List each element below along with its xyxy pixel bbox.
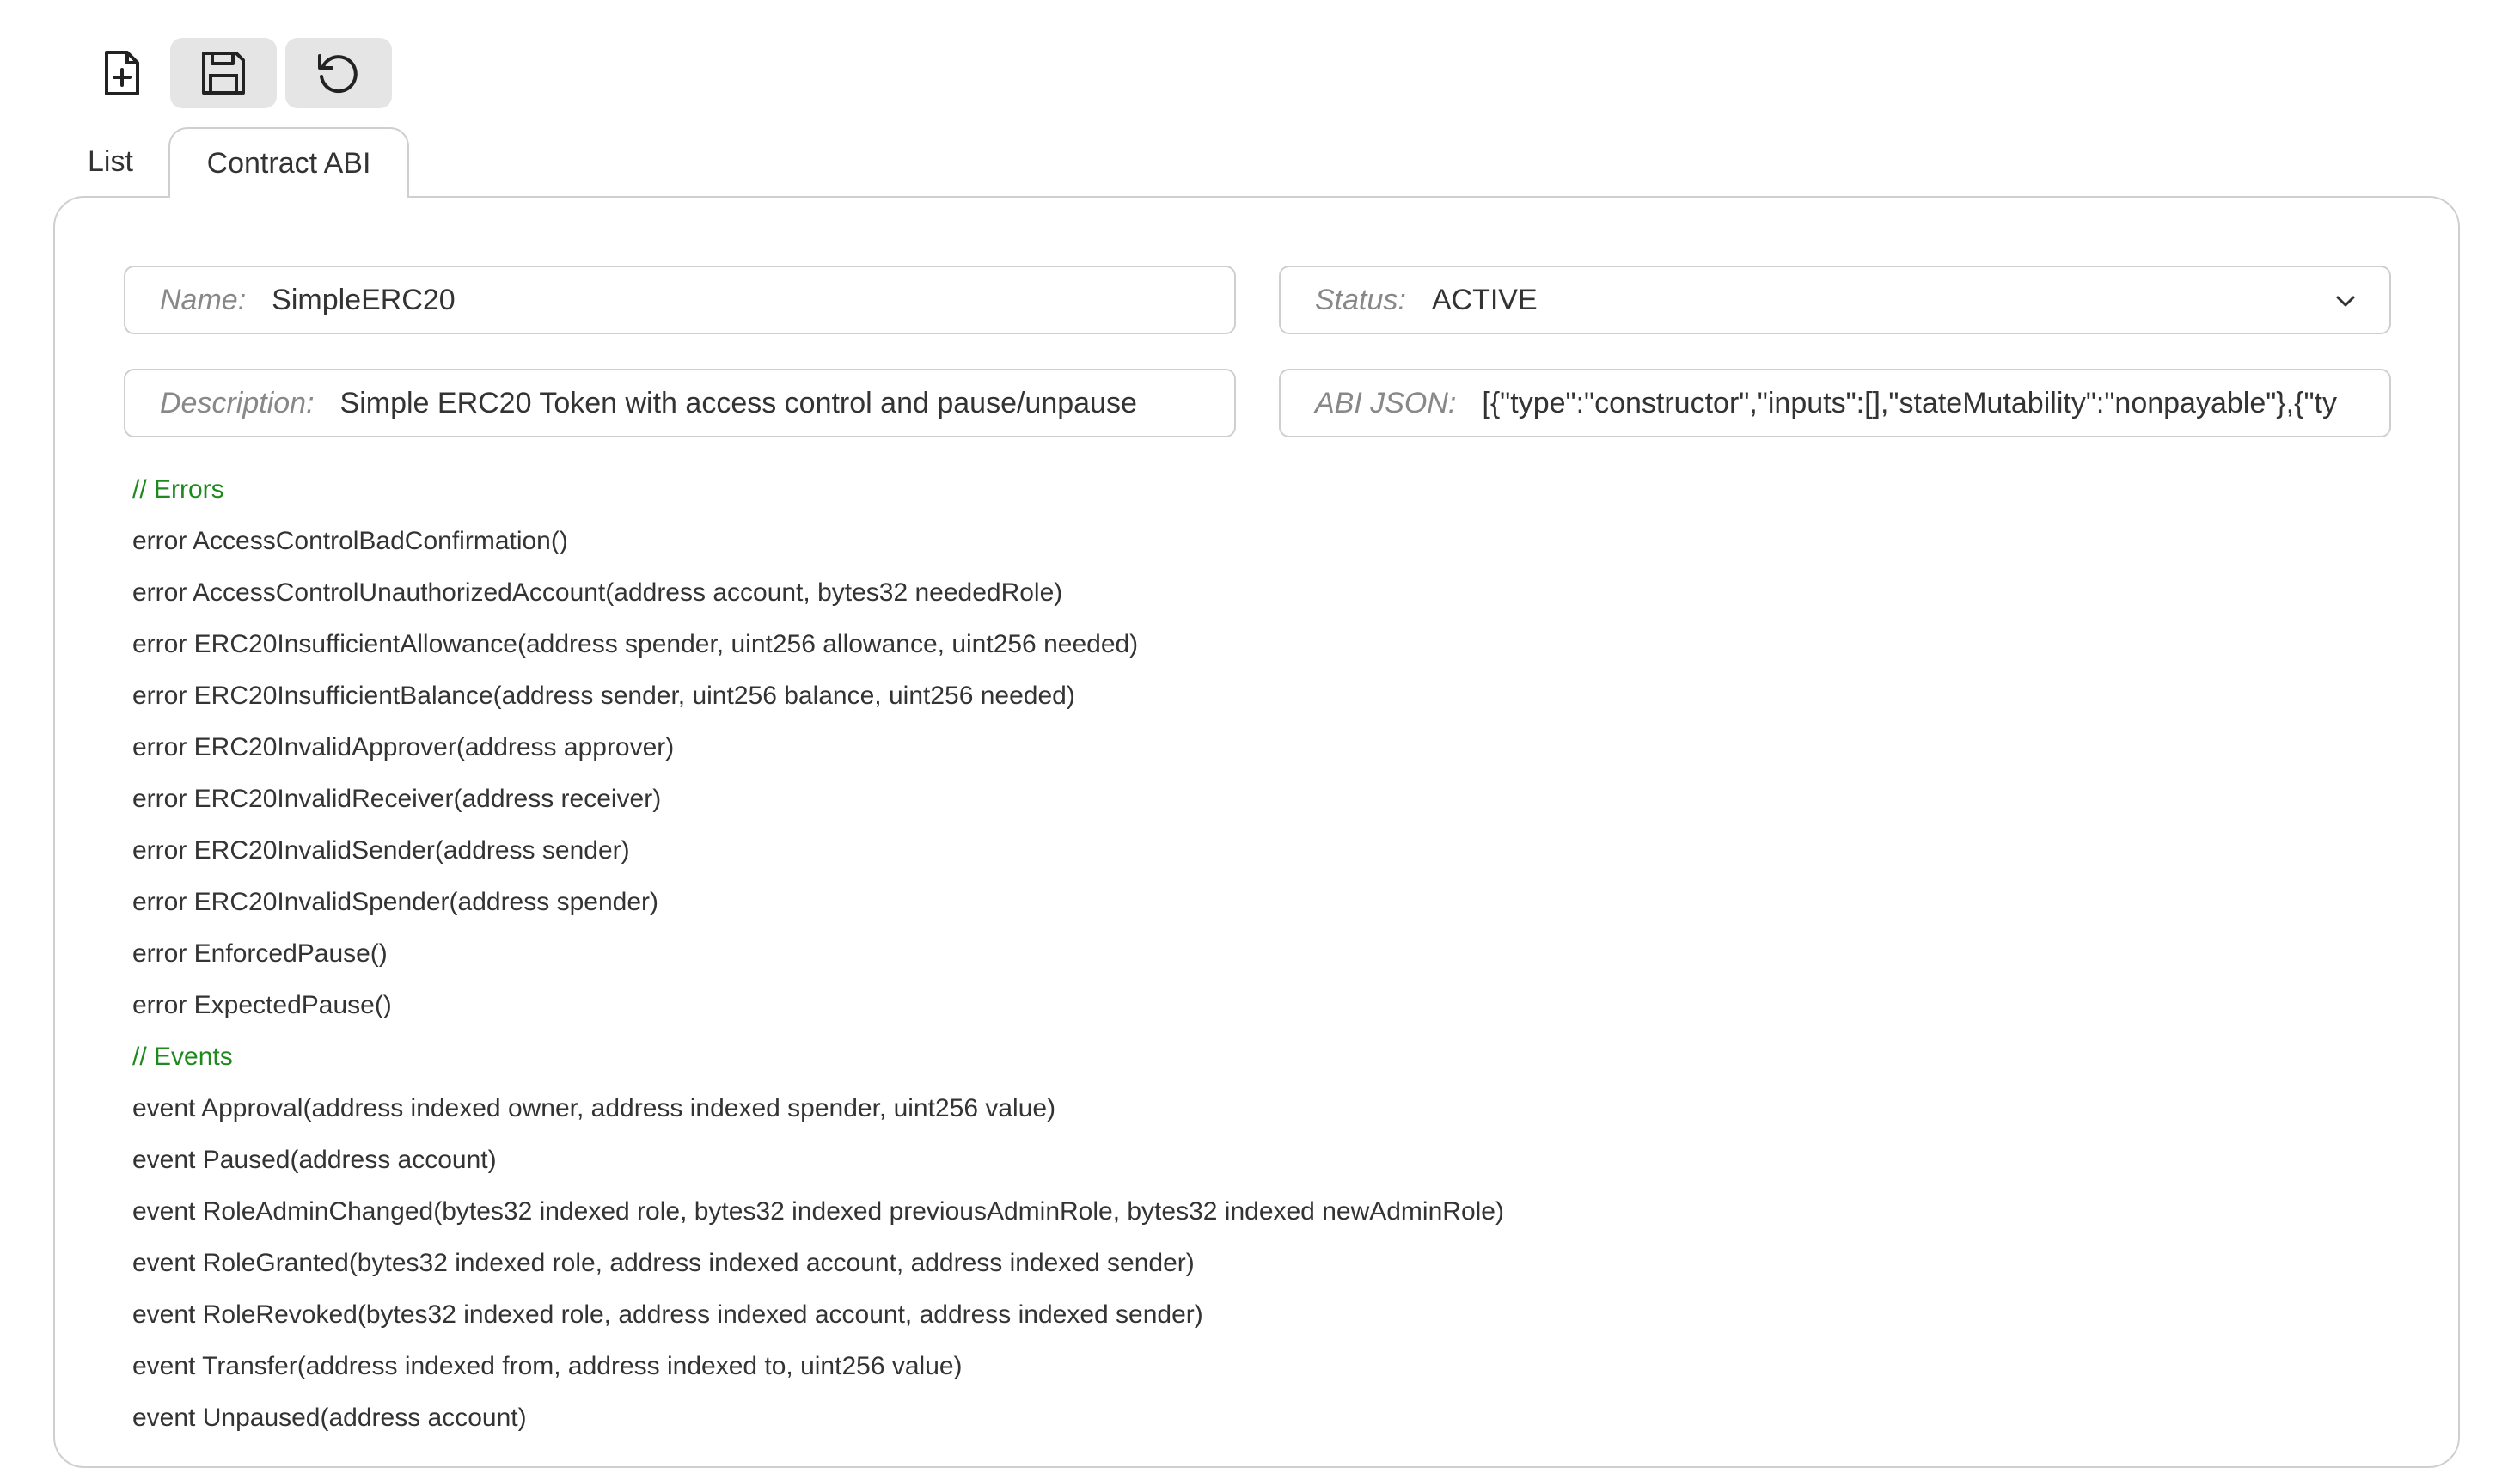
abi-json-field[interactable] [1279,369,2391,437]
name-label: Name: [160,283,247,316]
name-value[interactable]: SimpleERC20 [272,283,456,316]
abi-json-value[interactable]: [{"type":"constructor","inputs":[],"stateMutability":"nonpayable"},{"ty [1482,386,2337,419]
abi-signature-line: event Paused(address account) [132,1146,497,1174]
tab-list[interactable]: List [88,145,133,178]
name-field[interactable] [124,266,1236,334]
abi-signature-line: error ERC20InvalidSender(address sender) [132,836,630,865]
description-label: Description: [160,386,315,419]
abi-json-label: ABI JSON: [1315,386,1457,419]
status-value[interactable]: ACTIVE [1431,283,1538,316]
status-select[interactable] [1279,266,2391,334]
section-comment: // Events [132,1043,233,1071]
abi-signature-line: event Unpaused(address account) [132,1404,527,1432]
abi-signature-list [132,464,1504,1444]
status-label: Status: [1315,283,1406,316]
chevron-down-icon[interactable] [2333,288,2358,314]
abi-signature-line: event RoleAdminChanged(bytes32 indexed role, bytes32 indexed previousAdminRole, bytes32 indexed newAdminRole) [132,1197,1504,1226]
abi-signature-line: event Transfer(address indexed from, address indexed to, uint256 value) [132,1352,963,1380]
abi-signature-line: error ERC20InvalidSpender(address spender) [132,888,658,916]
description-value[interactable]: Simple ERC20 Token with access control and pause/unpause [339,386,1137,419]
refresh-icon [313,47,364,99]
abi-signature-line: event RoleGranted(bytes32 indexed role, address indexed account, address indexed sender) [132,1249,1195,1277]
abi-signature-line: error AccessControlBadConfirmation() [132,527,568,555]
section-comment: // Errors [132,475,224,504]
abi-signature-line: event RoleRevoked(bytes32 indexed role, address indexed account, address indexed sender) [132,1300,1203,1329]
abi-signature-line: event Approval(address indexed owner, address indexed spender, uint256 value) [132,1094,1056,1122]
floppy-disk-icon [199,48,248,98]
abi-signature-line: error ERC20InvalidReceiver(address receiver) [132,785,662,813]
new-button[interactable] [69,38,175,108]
tab-contract-abi[interactable]: Contract ABI [168,127,409,198]
abi-signature-line: error ERC20InvalidApprover(address approver) [132,733,675,762]
abi-signature-line: error ERC20InsufficientAllowance(address spender, uint256 allowance, uint256 needed) [132,630,1139,658]
description-field[interactable] [124,369,1236,437]
abi-signature-line: error ERC20InsufficientBalance(address sender, uint256 balance, uint256 needed) [132,682,1075,710]
abi-signature-line: error ExpectedPause() [132,991,392,1019]
abi-signature-line: error AccessControlUnauthorizedAccount(address account, bytes32 neededRole) [132,578,1063,607]
save-button[interactable] [170,38,277,108]
reload-button[interactable] [285,38,392,108]
abi-signature-line: error EnforcedPause() [132,939,388,968]
file-plus-icon [101,49,143,97]
